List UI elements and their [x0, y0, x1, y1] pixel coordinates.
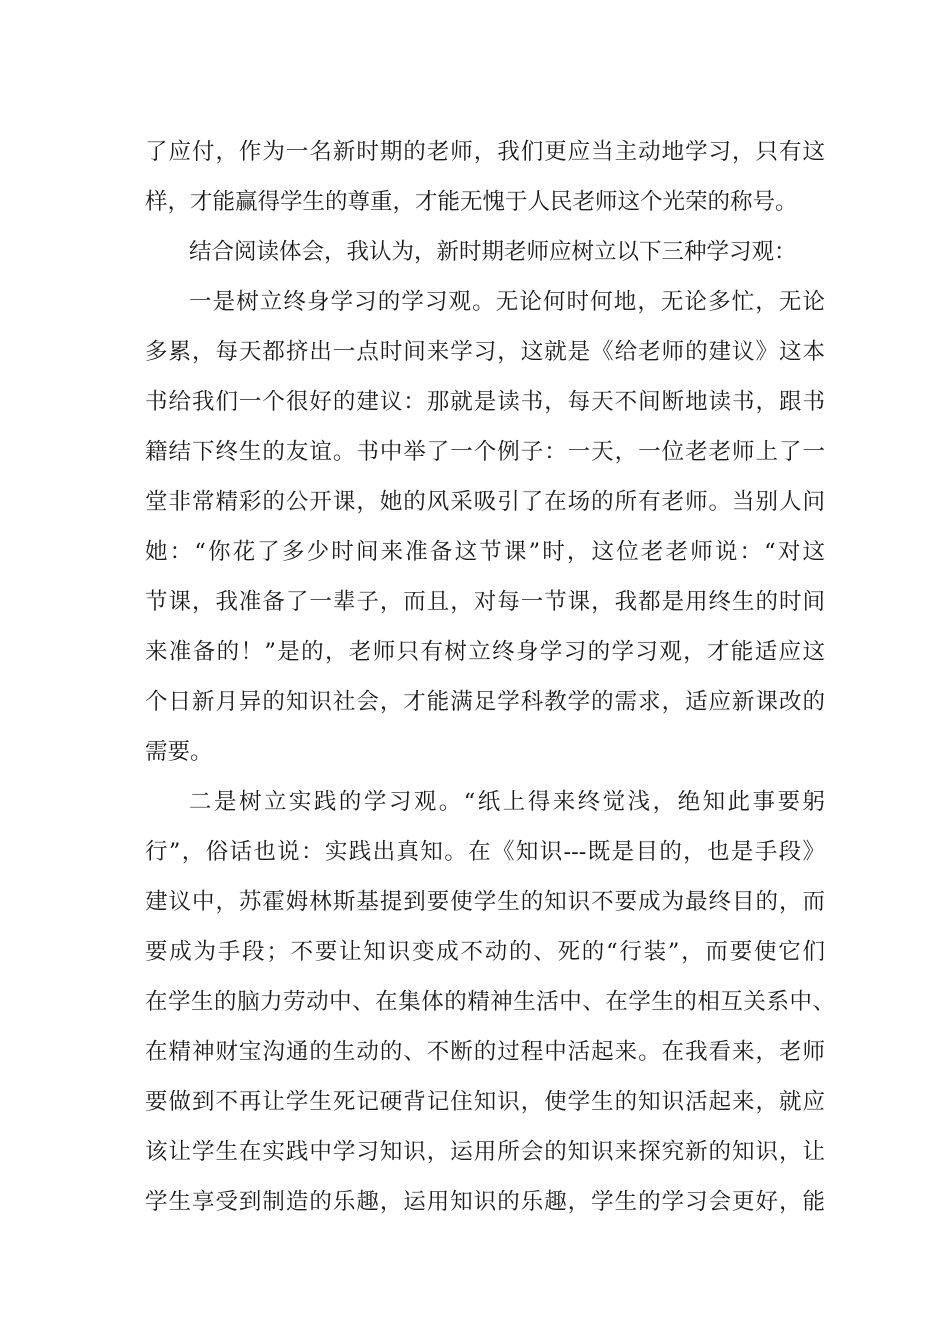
text-line: 样，才能赢得学生的尊重，才能无愧于人民老师这个光荣的称号。: [145, 189, 798, 215]
text-line: 她：“你花了多少时间来准备这节课”时，这位老老师说：“对这: [145, 539, 825, 565]
text-line: 要做到不再让学生死记硬背记住知识，使学生的知识活起来，就应: [145, 1089, 825, 1115]
text-line: 要成为手段；不要让知识变成不动的、死的“行装”，而要使它们: [145, 939, 825, 965]
text-line: 来准备的！”是的，老师只有树立终身学习的学习观，才能适应这: [145, 639, 825, 665]
text-line: 节课，我准备了一辈子，而且，对每一节课，我都是用终生的时间: [145, 589, 825, 615]
text-line: 在精神财宝沟通的生动的、不断的过程中活起来。在我看来，老师: [145, 1039, 825, 1065]
text-line: 书给我们一个很好的建议：那就是读书，每天不间断地读书，跟书: [145, 389, 825, 415]
text-line: 该让学生在实践中学习知识，运用所会的知识来探究新的知识，让: [145, 1139, 825, 1165]
text-line: 在学生的脑力劳动中、在集体的精神生活中、在学生的相互关系中、: [145, 989, 835, 1015]
text-line: 二是树立实践的学习观。“纸上得来终觉浅，绝知此事要躬: [189, 789, 825, 815]
text-line: 建议中，苏霍姆林斯基提到要使学生的知识不要成为最终目的，而: [145, 889, 825, 915]
text-line: 需要。: [145, 739, 213, 765]
text-line: 学生享受到制造的乐趣，运用知识的乐趣，学生的学习会更好，能: [145, 1189, 825, 1215]
text-line: 个日新月异的知识社会，才能满足学科教学的需求，适应新课改的: [145, 689, 825, 715]
text-line: 结合阅读体会，我认为，新时期老师应树立以下三种学习观：: [189, 239, 797, 265]
text-line: 一是树立终身学习的学习观。无论何时何地，无论多忙，无论: [189, 289, 825, 315]
text-line: 堂非常精彩的公开课，她的风采吸引了在场的所有老师。当别人问: [145, 489, 825, 515]
text-line: 行”，俗话也说：实践出真知。在《知识---既是目的，也是手段》: [145, 839, 825, 865]
text-line: 籍结下终生的友谊。书中举了一个例子：一天，一位老老师上了一: [145, 439, 825, 465]
text-line: 多累，每天都挤出一点时间来学习，这就是《给老师的建议》这本: [145, 339, 825, 365]
text-line: 了应付，作为一名新时期的老师，我们更应当主动地学习，只有这: [145, 139, 825, 165]
